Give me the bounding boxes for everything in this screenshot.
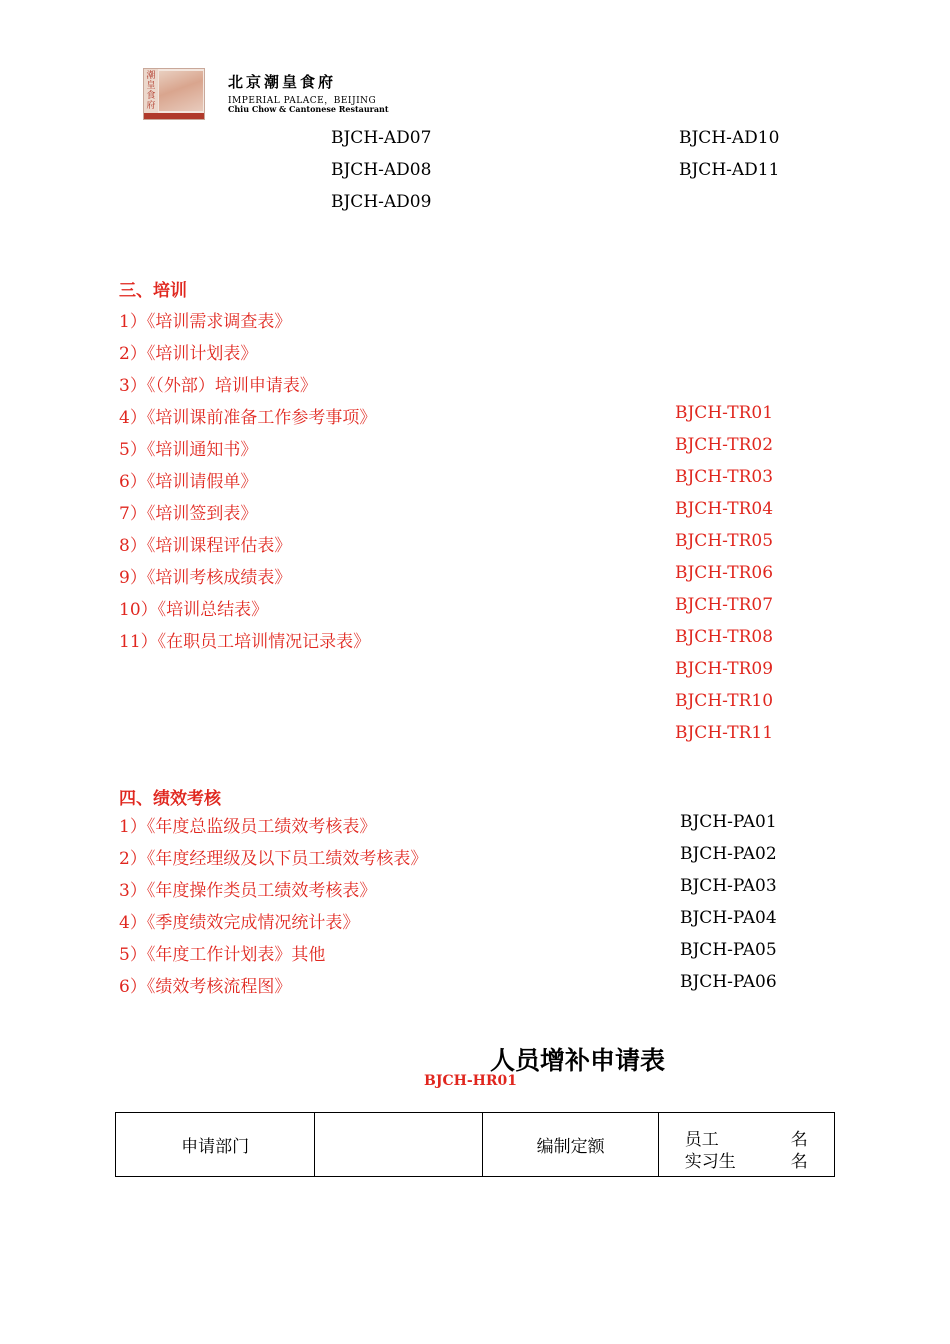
brand-subtitle: Chiu Chow & Cantonese Restaurant [228, 104, 389, 114]
staff-label: 员工 [684, 1130, 719, 1150]
training-item: 9）《培训考核成绩表》 [119, 568, 292, 588]
performance-code: BJCH-PA02 [680, 844, 777, 864]
restaurant-logo [143, 68, 205, 120]
training-code: BJCH-TR06 [675, 563, 774, 583]
training-item: 10）《培训总结表》 [119, 600, 269, 620]
performance-code: BJCH-PA06 [680, 972, 777, 992]
brand-english-name: IMPERIAL PALACE，BEIJING [228, 96, 377, 106]
quota-label: 编制定额 [536, 1137, 605, 1157]
admin-code: BJCH-AD08 [331, 160, 432, 180]
training-code: BJCH-TR11 [675, 723, 774, 743]
performance-code: BJCH-PA05 [680, 940, 777, 960]
brand-chinese-name: 北京潮皇食府 [228, 73, 337, 91]
admin-code: BJCH-AD11 [679, 160, 780, 180]
logo-caption-bar [144, 113, 204, 119]
intern-count-suffix: 名 [790, 1152, 808, 1172]
staffing-request-table [115, 1112, 835, 1177]
performance-code: BJCH-PA03 [680, 876, 777, 896]
quota-value-cell[interactable] [658, 1113, 834, 1177]
dept-label-cell [116, 1113, 315, 1177]
performance-item: 2）《年度经理级及以下员工绩效考核表》 [119, 849, 428, 869]
training-code: BJCH-TR02 [675, 435, 774, 455]
training-heading: 三、培训 [119, 281, 187, 301]
performance-item: 3）《年度操作类员工绩效考核表》 [119, 881, 377, 901]
logo-landscape-image [159, 71, 203, 111]
training-item: 8）《培训课程评估表》 [119, 536, 292, 556]
training-item: 2）《培训计划表》 [119, 344, 258, 364]
dept-label: 申请部门 [181, 1137, 250, 1157]
admin-code: BJCH-AD09 [331, 192, 432, 212]
admin-code: BJCH-AD07 [331, 128, 432, 148]
training-item: 3）《（外部）培训申请表》 [119, 376, 317, 396]
performance-code: BJCH-PA01 [680, 812, 777, 832]
intern-label: 实习生 [684, 1152, 736, 1172]
training-code: BJCH-TR04 [675, 499, 774, 519]
training-item: 1）《培训需求调查表》 [119, 312, 292, 332]
dept-value-cell[interactable] [315, 1113, 483, 1177]
training-code: BJCH-TR05 [675, 531, 774, 551]
performance-heading: 四、绩效考核 [119, 789, 221, 809]
training-code: BJCH-TR07 [675, 595, 774, 615]
training-item: 4）《培训课前准备工作参考事项》 [119, 408, 377, 428]
quota-label-cell [483, 1113, 658, 1177]
staff-count-suffix: 名 [790, 1130, 808, 1150]
performance-item: 4）《季度绩效完成情况统计表》 [119, 913, 360, 933]
training-item: 6）《培训请假单》 [119, 472, 258, 492]
admin-code: BJCH-AD10 [679, 128, 780, 148]
performance-item: 6）《绩效考核流程图》 [119, 977, 292, 997]
training-code: BJCH-TR03 [675, 467, 774, 487]
logo-seal-text: 潮皇食府 [146, 71, 156, 111]
performance-code: BJCH-PA04 [680, 908, 777, 928]
table-row [116, 1113, 835, 1177]
training-item: 11）《在职员工培训情况记录表》 [119, 632, 371, 652]
training-code: BJCH-TR10 [675, 691, 774, 711]
training-code: BJCH-TR08 [675, 627, 774, 647]
training-item: 5）《培训通知书》 [119, 440, 258, 460]
training-item: 7）《培训签到表》 [119, 504, 258, 524]
form-title: 人员增补申请表 [490, 1046, 666, 1075]
training-code: BJCH-TR09 [675, 659, 774, 679]
performance-item: 1）《年度总监级员工绩效考核表》 [119, 817, 377, 837]
form-code: BJCH-HR01 [424, 1073, 517, 1089]
performance-item: 5）《年度工作计划表》其他 [119, 945, 326, 965]
training-code: BJCH-TR01 [675, 403, 774, 423]
